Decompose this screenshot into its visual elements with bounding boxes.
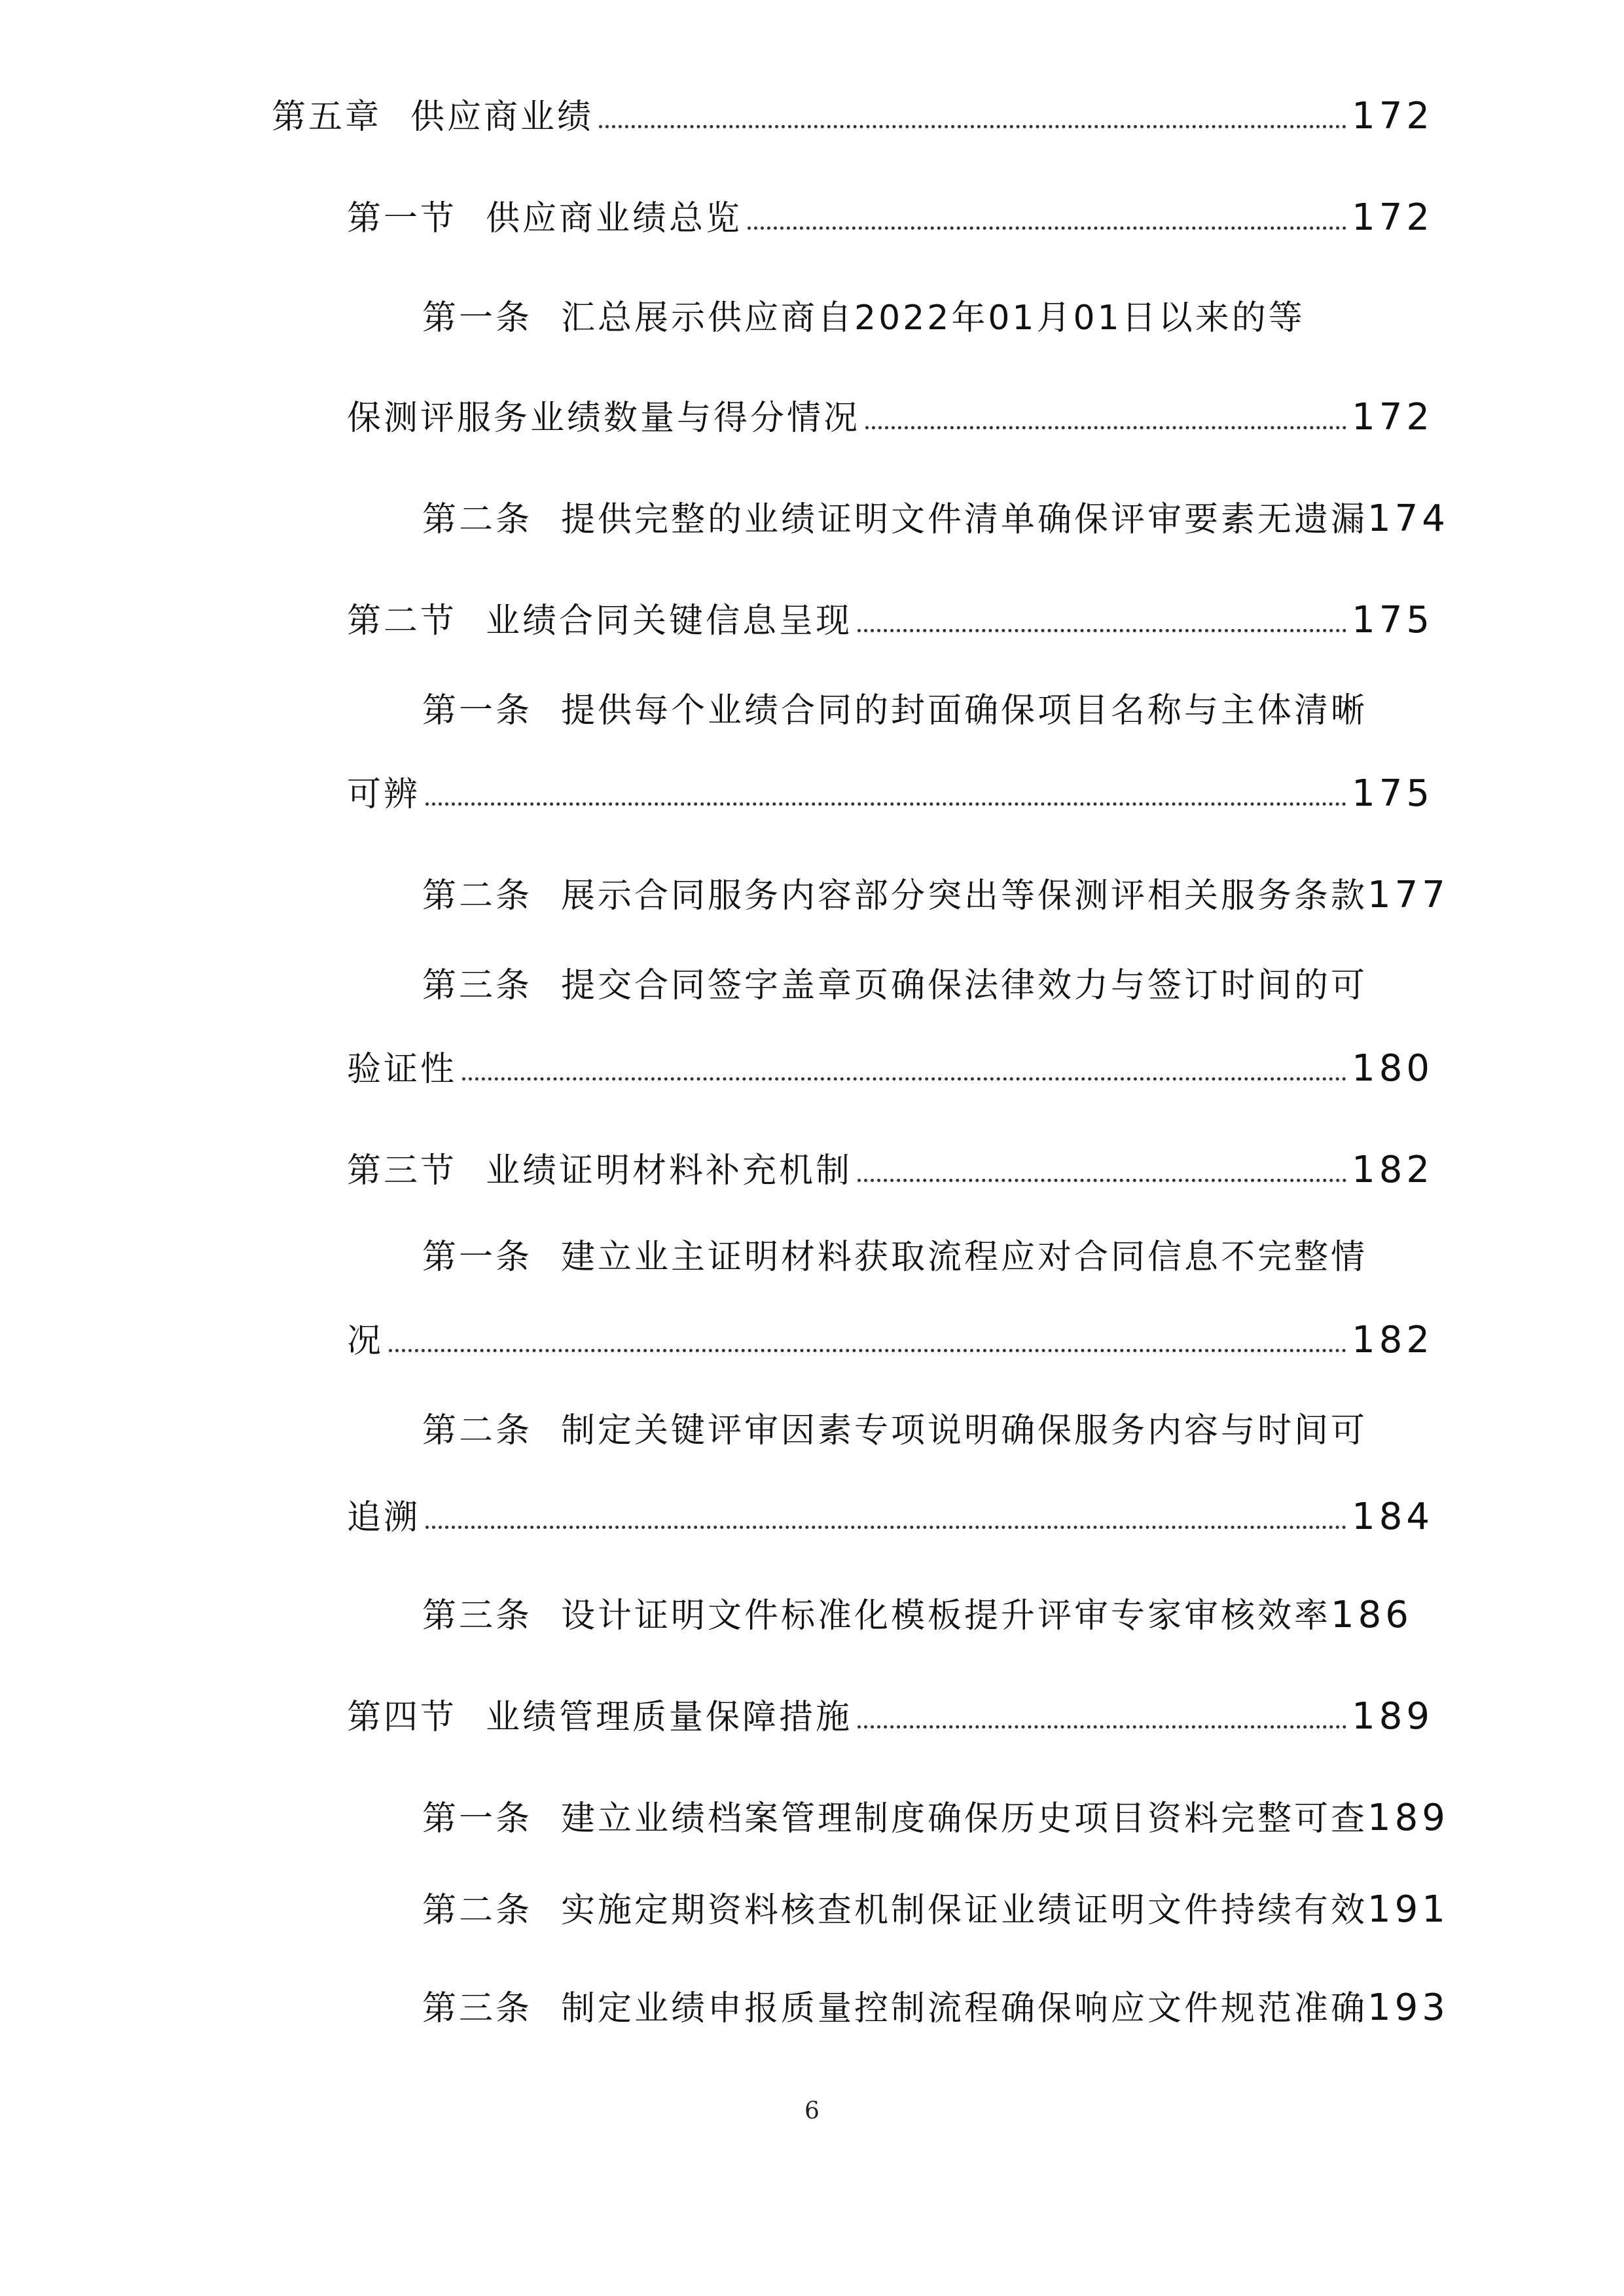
toc-article[interactable]	[422, 1986, 1449, 2029]
toc-section-2[interactable]	[347, 599, 1434, 641]
toc-label: 第四节	[347, 1698, 458, 1737]
toc-page-number: 182	[1352, 1149, 1434, 1191]
toc-article-line2[interactable]	[347, 396, 1434, 439]
toc-page-number: 189	[1367, 1797, 1449, 1839]
toc-page-number: 182	[1352, 1319, 1434, 1361]
toc-label: 第一条	[422, 1238, 533, 1277]
toc-label: 第二条	[422, 876, 533, 916]
toc-title: 制定关键评审因素专项说明确保服务内容与时间可	[561, 1411, 1368, 1450]
toc-page-number: 175	[1352, 599, 1434, 641]
toc-label: 第五章	[272, 98, 382, 137]
toc-page-number: 191	[1367, 1888, 1449, 1931]
toc-article[interactable]	[422, 497, 1449, 540]
toc-title-continued: 保测评服务业绩数量与得分情况	[347, 399, 861, 438]
toc-title-continued: 追溯	[347, 1498, 421, 1537]
toc-title-continued: 验证性	[347, 1050, 458, 1089]
page-number-footer: 6	[804, 2098, 820, 2125]
toc-article-line1[interactable]	[422, 966, 1368, 1005]
toc-page-number: 172	[1352, 196, 1434, 239]
leader-dots	[599, 125, 1346, 128]
toc-label: 第一节	[347, 199, 458, 238]
toc-title: 提供完整的业绩证明文件清单确保评审要素无遗漏	[561, 500, 1368, 539]
toc-article-line1[interactable]	[422, 691, 1368, 730]
toc-article[interactable]	[422, 874, 1449, 916]
toc-label: 第三节	[347, 1151, 458, 1191]
toc-title: 汇总展示供应商自2022年01月01日以来的等	[561, 298, 1305, 338]
leader-dots	[865, 426, 1346, 429]
toc-article-line2[interactable]	[347, 1496, 1434, 1538]
toc-label: 第三条	[422, 1596, 533, 1636]
toc-article-line1[interactable]	[422, 298, 1470, 338]
toc-title: 提供每个业绩合同的封面确保项目名称与主体清晰	[561, 691, 1368, 730]
toc-title: 展示合同服务内容部分突出等保测评相关服务条款	[561, 876, 1368, 916]
toc-label: 第二条	[422, 1891, 533, 1930]
toc-title: 业绩管理质量保障措施	[486, 1698, 853, 1737]
toc-label: 第一条	[422, 691, 533, 730]
toc-section-3[interactable]	[347, 1149, 1434, 1191]
toc-title: 制定业绩申报质量控制流程确保响应文件规范准确	[561, 1989, 1368, 2028]
toc-section-1[interactable]	[347, 196, 1434, 239]
toc-title: 实施定期资料核查机制保证业绩证明文件持续有效	[561, 1891, 1368, 1930]
leader-dots	[425, 1526, 1346, 1529]
leader-dots	[389, 1349, 1346, 1352]
toc-article-line1[interactable]	[422, 1411, 1368, 1450]
toc-article-line2[interactable]	[347, 1319, 1434, 1361]
toc-title: 供应商业绩总览	[486, 199, 743, 238]
leader-dots	[462, 1077, 1346, 1081]
leader-dots	[748, 226, 1346, 230]
toc-page-number: 172	[1352, 396, 1434, 439]
toc-article[interactable]	[422, 1594, 1413, 1636]
toc-label: 第一条	[422, 1799, 533, 1839]
toc-title: 业绩合同关键信息呈现	[486, 601, 853, 641]
leader-dots	[857, 1179, 1346, 1182]
toc-title: 设计证明文件标准化模板提升评审专家审核效率	[561, 1596, 1331, 1636]
toc-title: 建立业绩档案管理制度确保历史项目资料完整可查	[561, 1799, 1368, 1839]
toc-page-number: 186	[1331, 1594, 1413, 1636]
leader-dots	[857, 629, 1346, 632]
leader-dots	[857, 1725, 1346, 1729]
toc-page-number: 189	[1352, 1695, 1434, 1738]
toc-page-number: 174	[1367, 497, 1449, 540]
leader-dots	[425, 802, 1346, 806]
toc-label: 第二条	[422, 1411, 533, 1450]
toc-title: 业绩证明材料补充机制	[486, 1151, 853, 1191]
toc-title-continued: 况	[347, 1321, 384, 1361]
toc-label: 第二节	[347, 601, 458, 641]
toc-article[interactable]	[422, 1797, 1449, 1839]
toc-title-continued: 可辨	[347, 775, 421, 814]
toc-label: 第二条	[422, 500, 533, 539]
toc-page-number: 184	[1352, 1496, 1434, 1538]
toc-section-4[interactable]	[347, 1695, 1434, 1738]
toc-page-number: 193	[1367, 1986, 1449, 2029]
toc-page-number: 177	[1367, 874, 1449, 916]
toc-title: 建立业主证明材料获取流程应对合同信息不完整情	[561, 1238, 1368, 1277]
toc-title: 供应商业绩	[410, 98, 594, 137]
toc-page-number: 180	[1352, 1047, 1434, 1090]
toc-label: 第三条	[422, 1989, 533, 2028]
toc-title: 提交合同签字盖章页确保法律效力与签订时间的可	[561, 966, 1368, 1005]
toc-article-line2[interactable]	[347, 772, 1434, 815]
toc-label: 第一条	[422, 298, 533, 338]
toc-article-line2[interactable]	[347, 1047, 1434, 1090]
toc-page-number: 175	[1352, 772, 1434, 815]
toc-page-number: 172	[1352, 95, 1434, 137]
toc-article-line1[interactable]	[422, 1238, 1368, 1277]
toc-article[interactable]	[422, 1888, 1449, 1931]
toc-chapter-5[interactable]	[272, 95, 1434, 137]
toc-label: 第三条	[422, 966, 533, 1005]
